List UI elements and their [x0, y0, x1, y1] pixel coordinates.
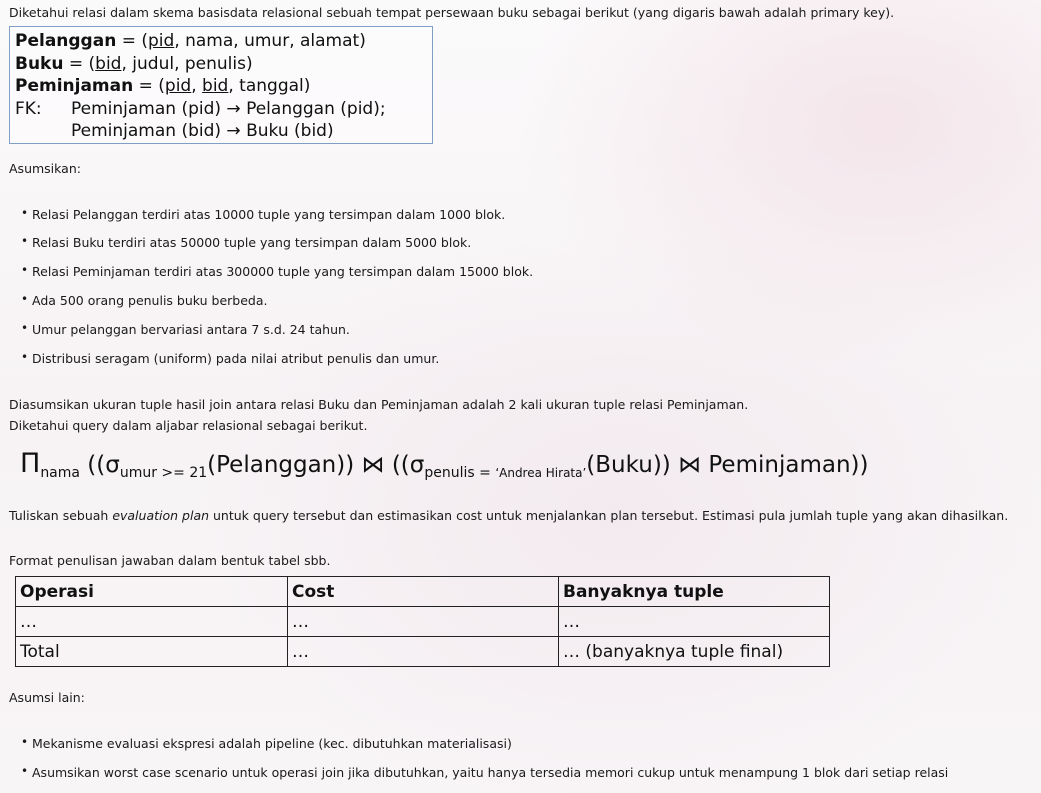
table-cell: … (banyaknya tuple final)	[559, 637, 830, 667]
asumsi-lain-label: Asumsi lain:	[9, 690, 85, 705]
list-item: • Distribusi seragam (uniform) pada nilai atribut penulis dan umur.	[32, 351, 439, 366]
table-cell: …	[288, 607, 559, 637]
primary-key: bid	[202, 76, 229, 96]
header-cost: Cost	[288, 577, 559, 607]
table-header-row	[16, 577, 830, 607]
asumsikan-label: Asumsikan:	[9, 161, 81, 176]
primary-key: pid	[164, 76, 192, 96]
schema-fk2: Peminjaman (bid) → Buku (bid)	[71, 121, 334, 141]
list-item: • Umur pelanggan bervariasi antara 7 s.d. 24 tahun.	[32, 322, 350, 337]
answer-format-table	[15, 576, 830, 667]
format-note: Format penulisan jawaban dalam bentuk tabel sbb.	[9, 553, 331, 568]
table-cell: …	[16, 607, 288, 637]
header-operasi: Operasi	[16, 577, 288, 607]
table-cell: Total	[16, 637, 288, 667]
schema-buku: Buku = (bid, judul, penulis)	[15, 53, 253, 74]
task-text: Tuliskan sebuah evaluation plan untuk query tersebut dan estimasikan cost untuk menjalankan plan tersebut. Estimasi pula jumlah tuple yang akan dihasilkan.	[9, 508, 1009, 523]
header-tuple: Banyaknya tuple	[559, 577, 830, 607]
query-note: Diketahui query dalam aljabar relasional sebagai berikut.	[9, 418, 368, 433]
table-row	[16, 637, 830, 667]
list-item: • Relasi Peminjaman terdiri atas 300000 tuple yang tersimpan dalam 15000 blok.	[32, 264, 533, 279]
primary-key: pid	[148, 31, 175, 51]
table-cell: …	[288, 637, 559, 667]
list-item: • Asumsikan worst case scenario untuk operasi join jika dibutuhkan, yaitu hanya tersedia memori cukup untuk menampung 1 blok dari setiap relasi	[32, 765, 948, 780]
schema-fk1: FK: Peminjaman (pid) → Pelanggan (pid);	[15, 98, 386, 119]
schema-peminjaman: Peminjaman = (pid, bid, tanggal)	[15, 76, 311, 96]
schema-pelanggan: Pelanggan = (pid, nama, umur, alamat)	[15, 31, 366, 51]
list-item: • Ada 500 orang penulis buku berbeda.	[32, 293, 267, 308]
list-item: • Relasi Buku terdiri atas 50000 tuple yang tersimpan dalam 5000 blok.	[32, 235, 471, 250]
table-cell: …	[559, 607, 830, 637]
join-note: Diasumsikan ukuran tuple hasil join antara relasi Buku dan Peminjaman adalah 2 kali ukuran tuple relasi Peminjaman.	[9, 397, 749, 412]
list-item: • Relasi Pelanggan terdiri atas 10000 tuple yang tersimpan dalam 1000 blok.	[32, 207, 505, 222]
intro-text: Diketahui relasi dalam skema basisdata relasional sebuah tempat persewaan buku sebagai berikut (yang digaris bawah adalah primary key).	[9, 5, 895, 20]
relational-algebra-formula: $\Pi_{nama}$ ($(\sigma_{umur >= 21}(Pelanggan))$ ⋈ ($(\sigma_{penulis = ‘Andrea Hirata’}(Buku))$ ⋈ Peminjaman))	[20, 448, 869, 481]
table-row	[16, 607, 830, 637]
schema-box	[9, 26, 433, 144]
list-item: • Mekanisme evaluasi ekspresi adalah pipeline (kec. dibutuhkan materialisasi)	[32, 736, 512, 751]
primary-key: bid	[95, 53, 122, 74]
